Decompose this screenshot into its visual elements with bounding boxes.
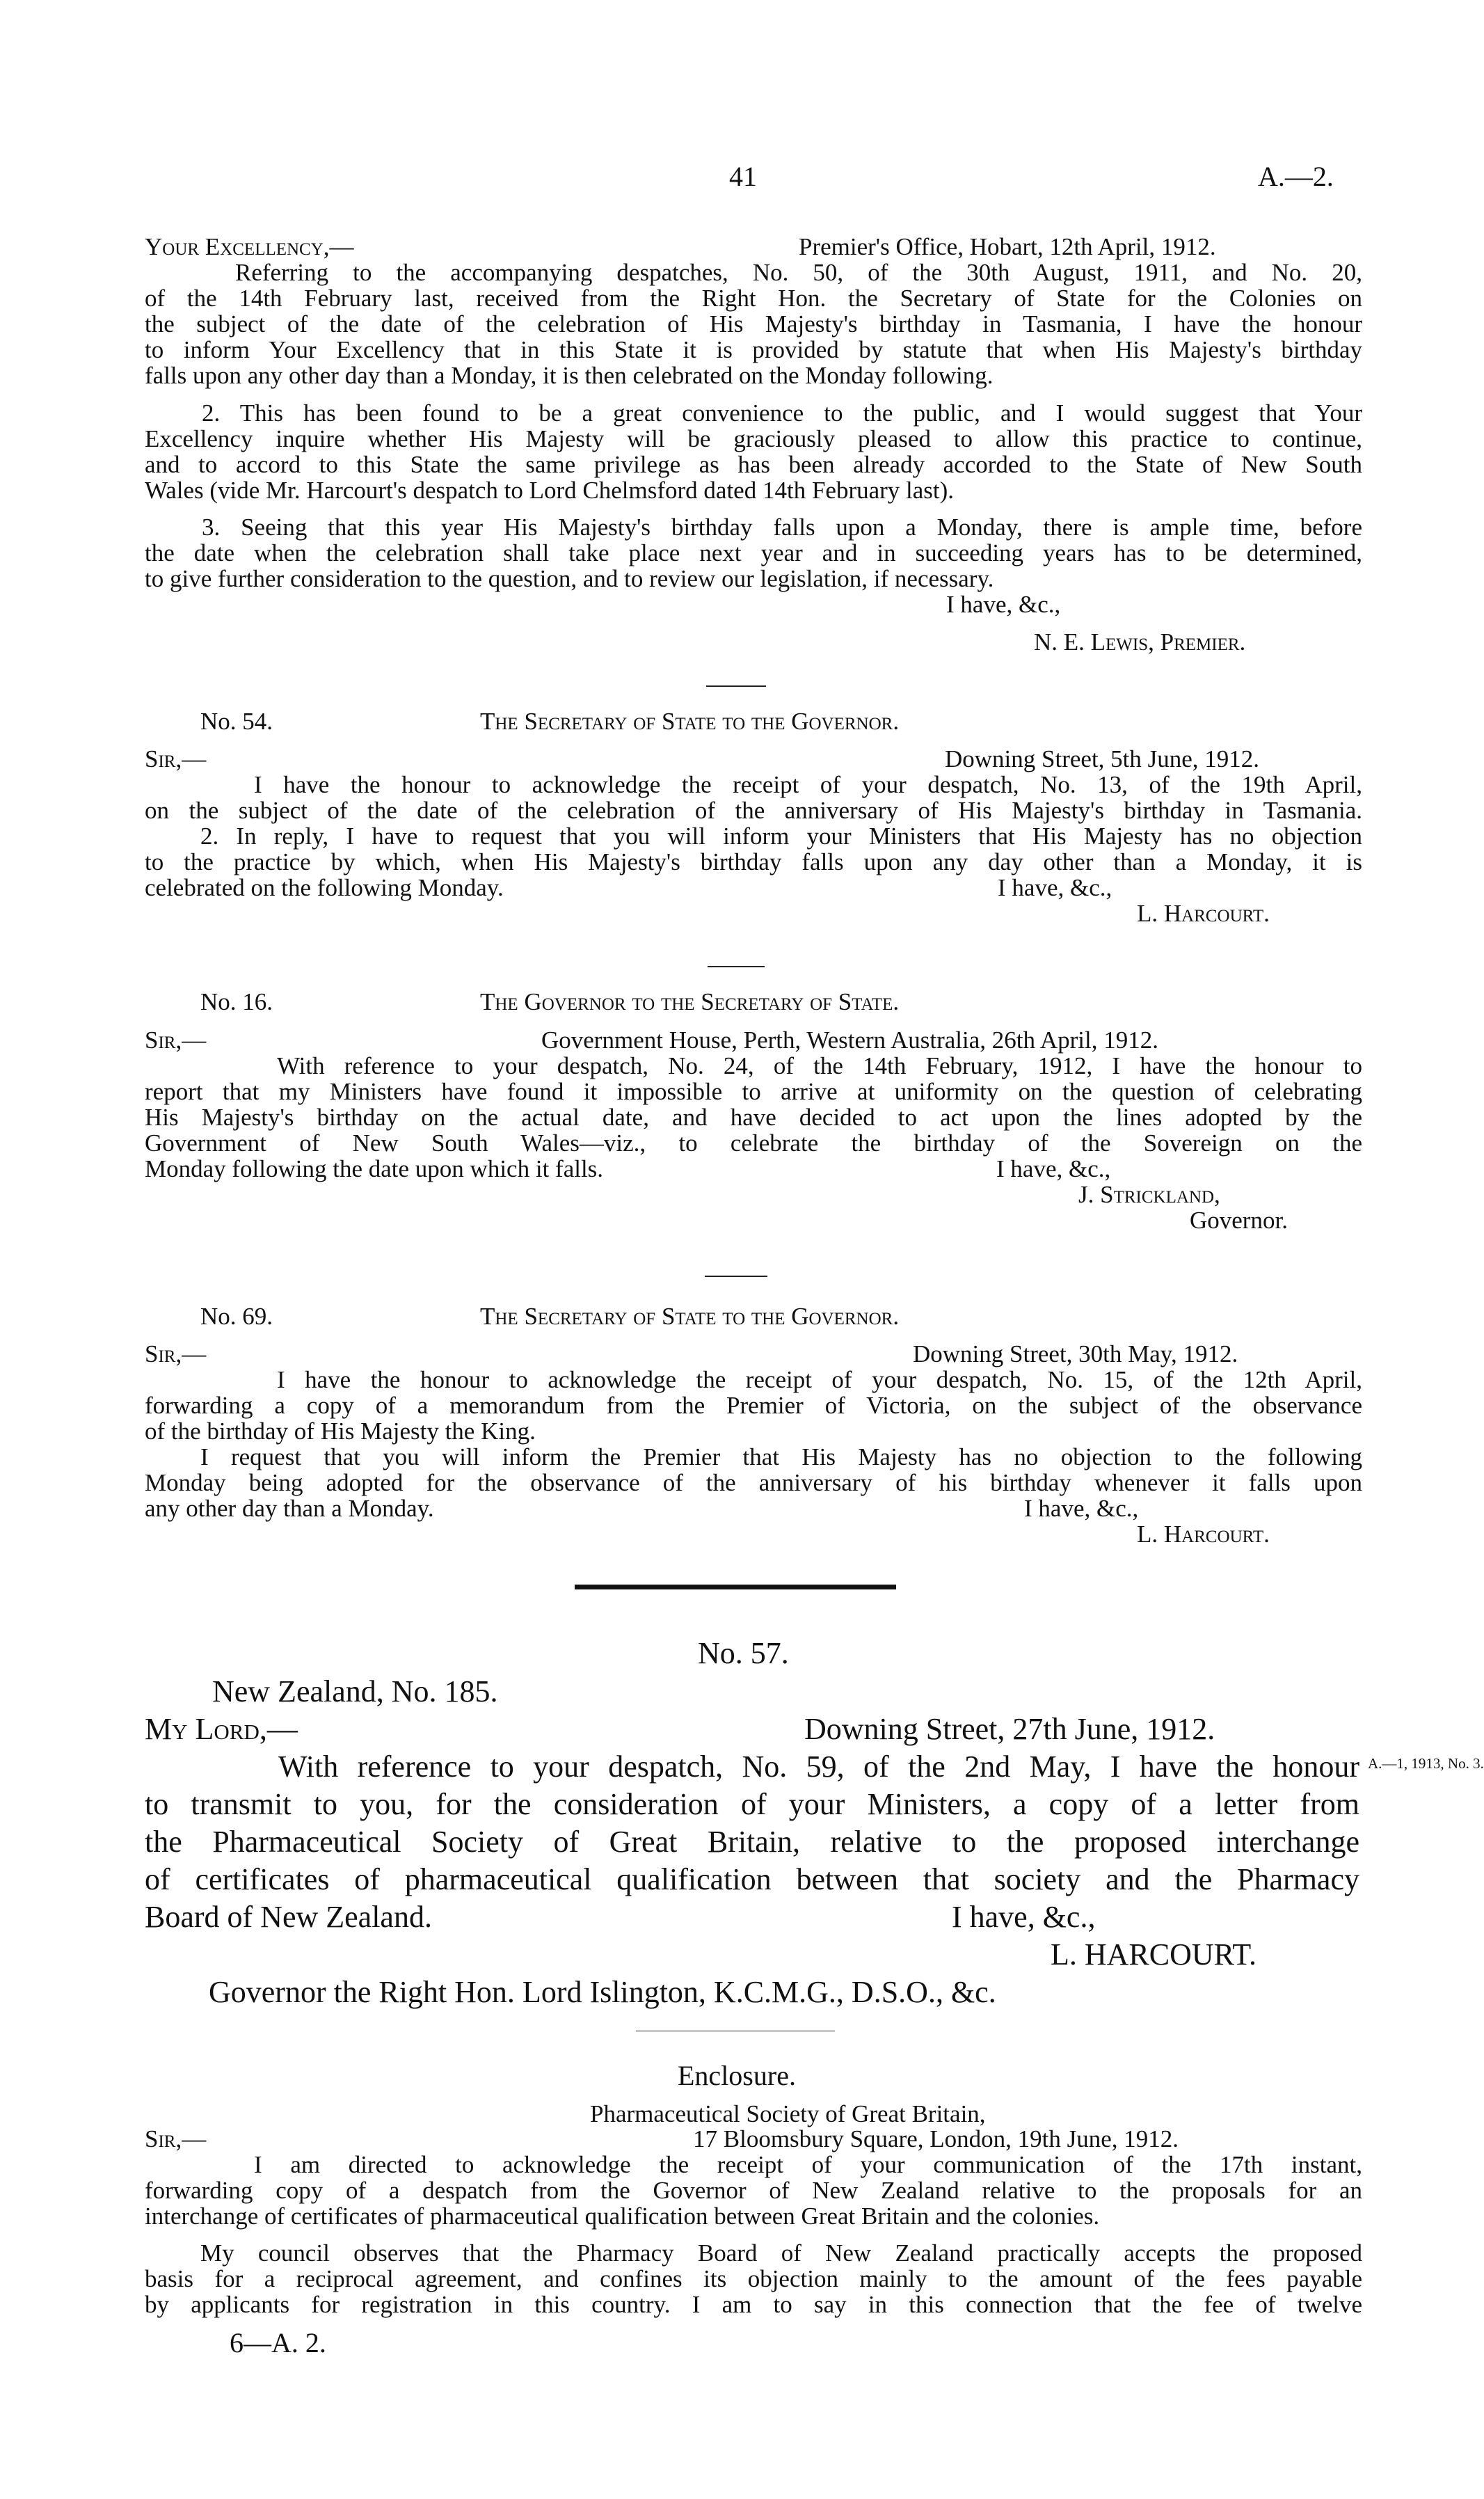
letter4-line: forwarding a copy of a memorandum from the Premier of Victoria, on the subject of the observance [145, 1392, 1362, 1419]
signature-mark: 6—A. 2. [230, 2327, 326, 2358]
letter3-place-date: Government House, Perth, Western Australia, 26th April, 1912. [541, 1026, 1158, 1054]
enclosure-line: forwarding copy of a despatch from the Governor of New Zealand relative to the proposals for an [145, 2177, 1362, 2204]
letter3-line: Monday following the date upon which it falls. [145, 1155, 604, 1182]
letter2-closing: I have, &c., [998, 874, 1112, 901]
margin-reference: A.—1, 1913, No. 3. [1368, 1755, 1484, 1772]
letter4-line: I have the honour to acknowledge the receipt of your despatch, No. 15, of the 12th April, [277, 1366, 1362, 1393]
letter2-line: celebrated on the following Monday. [145, 874, 504, 901]
enclosure-organisation: Pharmaceutical Society of Great Britain, [590, 2100, 986, 2127]
letter1-line: falls upon any other day than a Monday, it is then celebrated on the Monday following. [145, 362, 994, 389]
letter1-salutation: Your Excellency,— [145, 233, 354, 260]
letter1-line: the date when the celebration shall take place next year and in succeeding years has to be determined, [145, 539, 1362, 566]
letter4-line: I request that you will inform the Premier that His Majesty has no objection to the following [200, 1443, 1362, 1470]
letter1-line: Referring to the accompanying despatches, No. 50, of the 30th August, 1911, and No. 20, [235, 259, 1362, 286]
letter5-number: No. 57. [698, 1636, 789, 1670]
series-reference: A.—2. [1258, 161, 1334, 192]
letter5-sub: New Zealand, No. 185. [212, 1674, 498, 1708]
enclosure-line: by applicants for registration in this country. I am to say in this connection that the fee of twelve [145, 2291, 1362, 2318]
divider [708, 966, 765, 967]
letter1-line: the subject of the date of the celebration of His Majesty's birthday in Tasmania, I have the honour [145, 310, 1362, 338]
letter3-salutation: Sir,— [145, 1026, 207, 1054]
letter3-heading: The Governor to the Secretary of State. [480, 988, 900, 1015]
letter5-addressee: Governor the Right Hon. Lord Islington, K.C.M.G., D.S.O., &c. [209, 1975, 996, 2009]
letter5-line: Board of New Zealand. [145, 1900, 432, 1934]
letter1-line: to give further consideration to the question, and to review our legislation, if necessary. [145, 565, 994, 592]
letter4-salutation: Sir,— [145, 1340, 207, 1367]
letter5-salutation: My Lord,— [145, 1712, 298, 1746]
divider [705, 1276, 767, 1277]
letter2-number: No. 54. [200, 708, 273, 735]
letter4-signature: L. Harcourt. [1137, 1521, 1270, 1548]
letter1-line: and to accord to this State the same privilege as has been already accorded to the State of New South [145, 451, 1362, 478]
letter3-signature: J. Strickland, [1078, 1181, 1220, 1208]
letter2-salutation: Sir,— [145, 745, 207, 772]
letter1-line: of the 14th February last, received from the Right Hon. the Secretary of State for the Colonies on [145, 285, 1362, 312]
letter4-number: No. 69. [200, 1303, 273, 1330]
divider [706, 685, 766, 687]
letter2-line: to the practice by which, when His Majesty's birthday falls upon any day other than a Monday, it is [145, 848, 1362, 875]
letter1-line: Excellency inquire whether His Majesty will be graciously pleased to allow this practice to continue, [145, 425, 1362, 452]
letter5-line: With reference to your despatch, No. 59, of the 2nd May, I have the honour [278, 1750, 1359, 1784]
page-number: 41 [729, 161, 757, 192]
enclosure-line: interchange of certificates of pharmaceutical qualification between Great Britain and the colonies. [145, 2203, 1100, 2230]
letter4-heading: The Secretary of State to the Governor. [480, 1303, 900, 1330]
letter4-line: of the birthday of His Majesty the King. [145, 1418, 536, 1445]
letter2-line: on the subject of the date of the celebration of the anniversary of His Majesty's birthday in Tasmania. [145, 797, 1362, 824]
letter4-line: Monday being adopted for the observance of the anniversary of his birthday whenever it falls upon [145, 1469, 1362, 1496]
letter1-place-date: Premier's Office, Hobart, 12th April, 1912. [799, 233, 1216, 260]
letter3-number: No. 16. [200, 988, 273, 1015]
letter2-signature: L. Harcourt. [1137, 900, 1270, 927]
letter5-place-date: Downing Street, 27th June, 1912. [804, 1712, 1215, 1746]
letter3-line: His Majesty's birthday on the actual date, and have decided to act upon the lines adopted by the [145, 1104, 1362, 1131]
letter3-closing: I have, &c., [996, 1155, 1111, 1182]
letter5-line: of certificates of pharmaceutical qualification between that society and the Pharmacy [145, 1862, 1359, 1896]
letter3-line: With reference to your despatch, No. 24, of the 14th February, 1912, I have the honour to [277, 1052, 1362, 1079]
section-rule [575, 1585, 896, 1589]
letter1-line: to inform Your Excellency that in this State it is provided by statute that when His Majesty's birthday [145, 336, 1362, 363]
letter2-line: 2. In reply, I have to request that you will inform your Ministers that His Majesty has no objection [200, 823, 1362, 850]
letter5-signature: L. HARCOURT. [1051, 1937, 1256, 1972]
letter4-closing: I have, &c., [1024, 1495, 1139, 1522]
enclosure-title: Enclosure. [678, 2060, 796, 2091]
enclosure-place-date: 17 Bloomsbury Square, London, 19th June, 1912. [693, 2125, 1179, 2152]
letter2-heading: The Secretary of State to the Governor. [480, 708, 900, 735]
letter2-line: I have the honour to acknowledge the receipt of your despatch, No. 13, of the 19th April, [254, 771, 1362, 798]
letter5-line: the Pharmaceutical Society of Great Britain, relative to the proposed interchange [145, 1825, 1359, 1859]
enclosure-line: basis for a reciprocal agreement, and confines its objection mainly to the amount of the fees payable [145, 2265, 1362, 2292]
enclosure-line: My council observes that the Pharmacy Board of New Zealand practically accepts the proposed [200, 2239, 1362, 2267]
letter4-line: any other day than a Monday. [145, 1495, 434, 1522]
letter3-signature-title: Governor. [1190, 1207, 1288, 1234]
letter1-line: 3. Seeing that this year His Majesty's birthday falls upon a Monday, there is ample time, before [202, 514, 1362, 541]
letter2-place-date: Downing Street, 5th June, 1912. [945, 745, 1260, 772]
letter1-line: 2. This has been found to be a great convenience to the public, and I would suggest that Your [202, 399, 1362, 427]
letter1-line: Wales (vide Mr. Harcourt's despatch to Lord Chelmsford dated 14th February last). [145, 477, 955, 504]
letter5-closing: I have, &c., [952, 1900, 1096, 1934]
letter5-line: to transmit to you, for the consideration of your Ministers, a copy of a letter from [145, 1787, 1359, 1821]
enclosure-salutation: Sir,— [145, 2125, 207, 2152]
letter1-signature: N. E. Lewis, Premier. [1034, 628, 1246, 656]
letter1-closing: I have, &c., [946, 591, 1061, 618]
enclosure-line: I am directed to acknowledge the receipt of your communication of the 17th instant, [254, 2151, 1362, 2178]
letter4-place-date: Downing Street, 30th May, 1912. [913, 1340, 1238, 1367]
letter3-line: Government of New South Wales—viz., to celebrate the birthday of the Sovereign on the [145, 1129, 1362, 1157]
letter3-line: report that my Ministers have found it impossible to arrive at uniformity on the question of celebrating [145, 1078, 1362, 1105]
